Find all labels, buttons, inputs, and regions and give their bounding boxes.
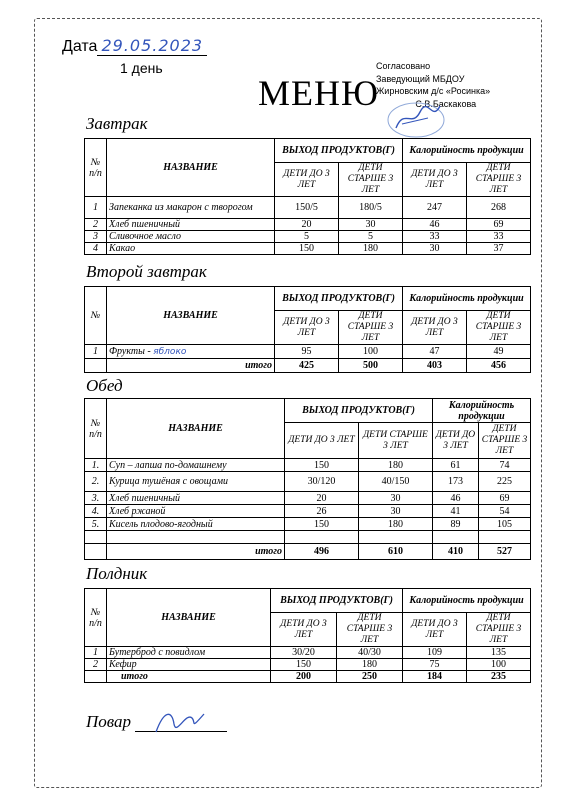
- date-row: [62, 36, 207, 56]
- cook-label: Повар: [86, 712, 132, 731]
- approval-signer: С.В.Баскакова: [415, 98, 477, 109]
- col-num-header: № п/п: [85, 139, 107, 197]
- col-name-header: НАЗВАНИЕ: [107, 139, 275, 197]
- table-row: 1 Запеканка из макарон с творогом 150/5 180/5 247 268: [85, 197, 531, 219]
- col-cal-under3: ДЕТИ ДО 3 ЛЕТ: [433, 423, 479, 459]
- col-yield-over3: ДЕТИ СТАРШЕ 3 ЛЕТ: [339, 163, 403, 197]
- col-name-header: НАЗВАНИЕ: [107, 399, 285, 459]
- table-row: 2 Кефир 150 180 75 100: [85, 659, 531, 671]
- col-yield-header: ВЫХОД ПРОДУКТОВ(Г): [275, 287, 403, 311]
- second-breakfast-title: Второй завтрак: [86, 262, 207, 281]
- page-title: МЕНЮ: [258, 73, 379, 113]
- col-yield-header: ВЫХОД ПРОДУКТОВ(Г): [271, 589, 403, 613]
- item-name: Фрукты -: [109, 345, 151, 357]
- snack-table: [84, 588, 531, 683]
- cook-signature-icon: [150, 706, 210, 738]
- col-yield-over3: ДЕТИ СТАРШЕ 3 ЛЕТ: [359, 423, 433, 459]
- table-row: 4 Какао 150 180 30 37: [85, 243, 531, 255]
- breakfast-table: [84, 138, 531, 255]
- col-yield-under3: ДЕТИ ДО 3 ЛЕТ: [285, 423, 359, 459]
- col-yield-header: ВЫХОД ПРОДУКТОВ(Г): [285, 399, 433, 423]
- col-num-header: №: [85, 287, 107, 345]
- col-yield-under3: ДЕТИ ДО 3 ЛЕТ: [275, 163, 339, 197]
- col-calories-header: Калорийность продукции: [403, 589, 531, 613]
- col-calories-header: Калорийность продукции: [403, 139, 531, 163]
- col-cal-under3: ДЕТИ ДО 3 ЛЕТ: [403, 311, 467, 345]
- col-yield-under3: ДЕТИ ДО 3 ЛЕТ: [275, 311, 339, 345]
- approval-line-2: Заведующий МБДОУ: [376, 73, 465, 84]
- total-row: итого 425 500 403 456: [85, 359, 531, 373]
- table-row: 3 Сливочное масло 5 5 33 33: [85, 231, 531, 243]
- total-row: итого 200 250 184 235: [85, 671, 531, 683]
- table-row: 2. Курица тушёная с овощами 30/120 40/150 173 225: [85, 472, 531, 492]
- table-row: 1. Суп – лапша по-домашнему 150 180 61 74: [85, 459, 531, 472]
- lunch-table: [84, 398, 531, 560]
- col-yield-over3: ДЕТИ СТАРШЕ 3 ЛЕТ: [337, 613, 403, 647]
- col-cal-over3: ДЕТИ СТАРШЕ 3 ЛЕТ: [479, 423, 531, 459]
- table-row: 2 Хлеб пшеничный 20 30 46 69: [85, 219, 531, 231]
- col-cal-over3: ДЕТИ СТАРШЕ 3 ЛЕТ: [467, 163, 531, 197]
- col-cal-under3: ДЕТИ ДО 3 ЛЕТ: [403, 163, 467, 197]
- table-row: 1 Бутерброд с повидлом 30/20 40/30 109 135: [85, 647, 531, 659]
- col-calories-header: Калорийность продукции: [433, 399, 531, 423]
- col-num-header: № п/п: [85, 589, 107, 647]
- handwritten-note: яблоко: [153, 346, 187, 357]
- day-label: 1 день: [120, 60, 163, 76]
- second-breakfast-table: [84, 286, 531, 373]
- table-row: 1 Фрукты - яблоко 95 100 47 49: [85, 345, 531, 359]
- empty-row: [85, 531, 531, 544]
- approval-line-3: Жирновским д/с «Росинка»: [376, 86, 491, 96]
- col-name-header: НАЗВАНИЕ: [107, 589, 271, 647]
- total-row: итого 496 610 410 527: [85, 544, 531, 560]
- col-yield-under3: ДЕТИ ДО 3 ЛЕТ: [271, 613, 337, 647]
- snack-title: Полдник: [86, 564, 148, 583]
- stamp-signature-icon: [382, 98, 446, 138]
- date-label: Дата: [62, 38, 98, 55]
- col-yield-header: ВЫХОД ПРОДУКТОВ(Г): [275, 139, 403, 163]
- col-cal-under3: ДЕТИ ДО 3 ЛЕТ: [403, 613, 467, 647]
- date-value: 29.05.2023: [97, 36, 207, 56]
- approval-line-1: Согласовано: [376, 61, 431, 71]
- col-calories-header: Калорийность продукции: [403, 287, 531, 311]
- lunch-title: Обед: [86, 376, 123, 395]
- col-yield-over3: ДЕТИ СТАРШЕ 3 ЛЕТ: [339, 311, 403, 345]
- table-row: 5. Кисель плодово-ягодный 150 180 89 105: [85, 518, 531, 531]
- col-num-header: № п/п: [85, 399, 107, 459]
- table-row: 4. Хлеб ржаной 26 30 41 54: [85, 505, 531, 518]
- breakfast-title: Завтрак: [86, 114, 148, 133]
- col-cal-over3: ДЕТИ СТАРШЕ 3 ЛЕТ: [467, 613, 531, 647]
- table-row: 3. Хлеб пшеничный 20 30 46 69: [85, 492, 531, 505]
- col-cal-over3: ДЕТИ СТАРШЕ 3 ЛЕТ: [467, 311, 531, 345]
- col-name-header: НАЗВАНИЕ: [107, 287, 275, 345]
